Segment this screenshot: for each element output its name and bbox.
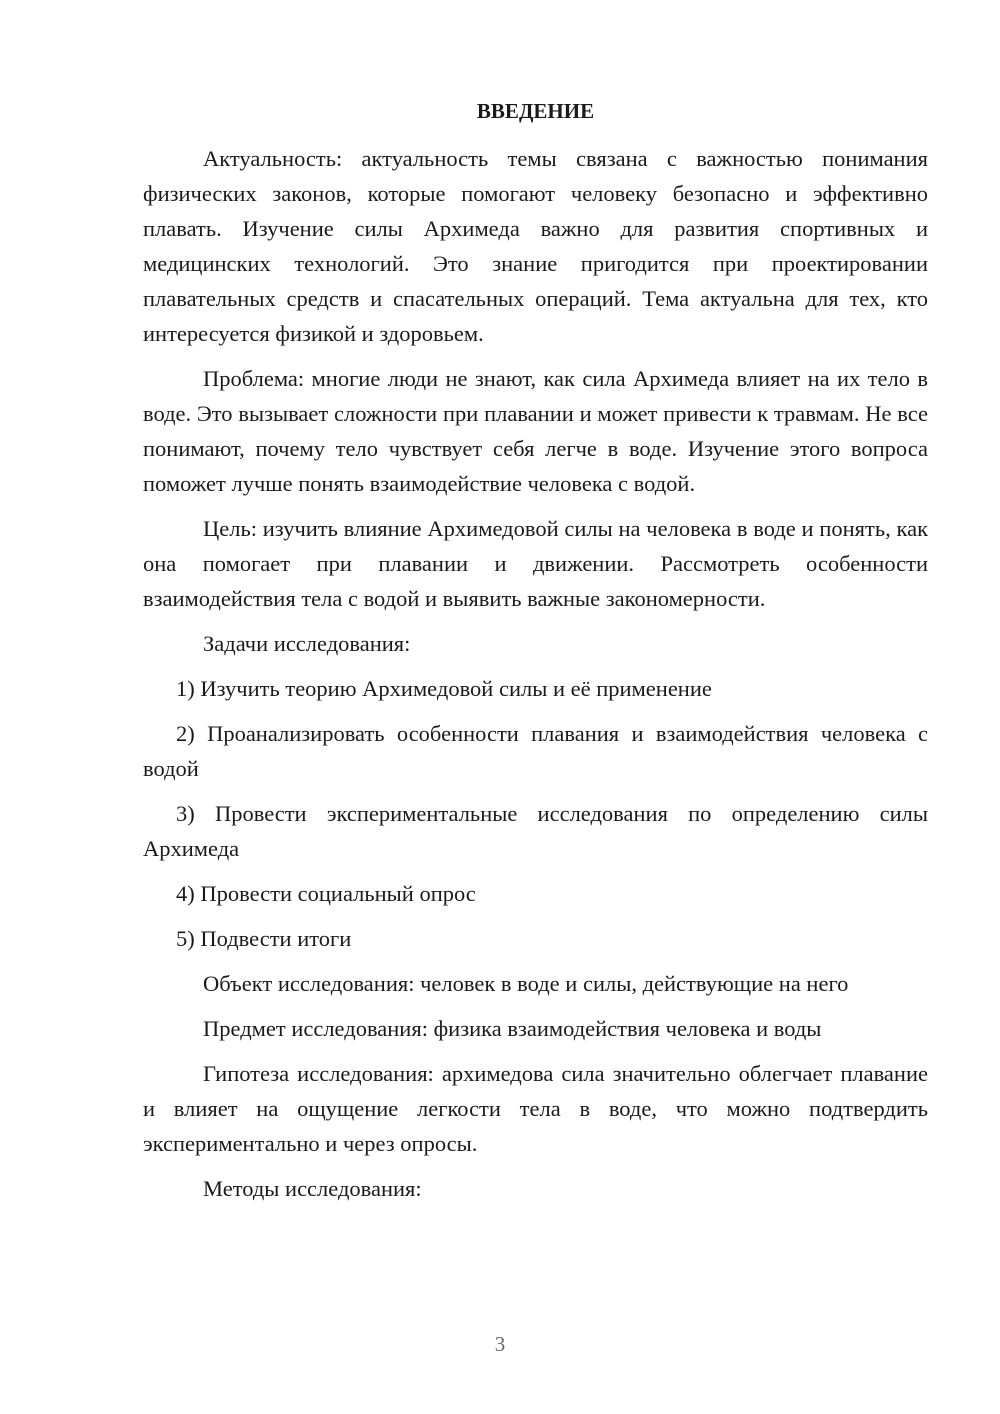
task-item-3: 3) Провести экспериментальные исследования по определению силы Архимеда [143,801,928,861]
goal-paragraph: Цель: изучить влияние Архимедовой силы на человека в воде и понять, как она помогает при плавании и движении. Рассмотреть особенности взаимодействия тела с водой и выявить важные закономерности. [143,516,928,611]
research-object: Объект исследования: человек в воде и силы, действующие на него [203,971,849,996]
problem-paragraph: Проблема: многие люди не знают, как сила Архимеда влияет на их тело в воде. Это вызывает сложности при плавании и может привести к травмам. Не все понимают, почему тело чувствует себя легче в воде. Изучение этого вопроса поможет лучше понять взаимодействие человека с водой. [143,366,928,496]
section-title: ВВЕДЕНИЕ [476,99,595,123]
task-item-4: 4) Провести социальный опрос [176,881,476,906]
document-page [143,95,928,1216]
hypothesis-paragraph: Гипотеза исследования: архимедова сила значительно облегчает плавание и влияет на ощущение легкости тела в воде, что можно подтвердить экспериментально и через опросы. [143,1061,928,1156]
task-item-5: 5) Подвести итоги [176,926,352,951]
relevance-paragraph: Актуальность: актуальность темы связана с важностью понимания физических законов, которые помогают человеку безопасно и эффективно плавать. Изучение силы Архимеда важно для развития спортивных и медицинских технологий. Это знание пригодится при проектировании плавательных средств и спасательных операций. Тема актуальна для тех, кто интересуется физикой и здоровьем. [143,146,928,346]
tasks-heading: Задачи исследования: [203,631,411,656]
task-item-1: 1) Изучить теорию Архимедовой силы и её применение [176,676,712,701]
methods-heading: Методы исследования: [203,1176,422,1201]
task-item-2: 2) Проанализировать особенности плавания и взаимодействия человека с водой [143,721,928,781]
page-number: 3 [494,1332,506,1356]
research-subject: Предмет исследования: физика взаимодействия человека и воды [203,1016,822,1041]
